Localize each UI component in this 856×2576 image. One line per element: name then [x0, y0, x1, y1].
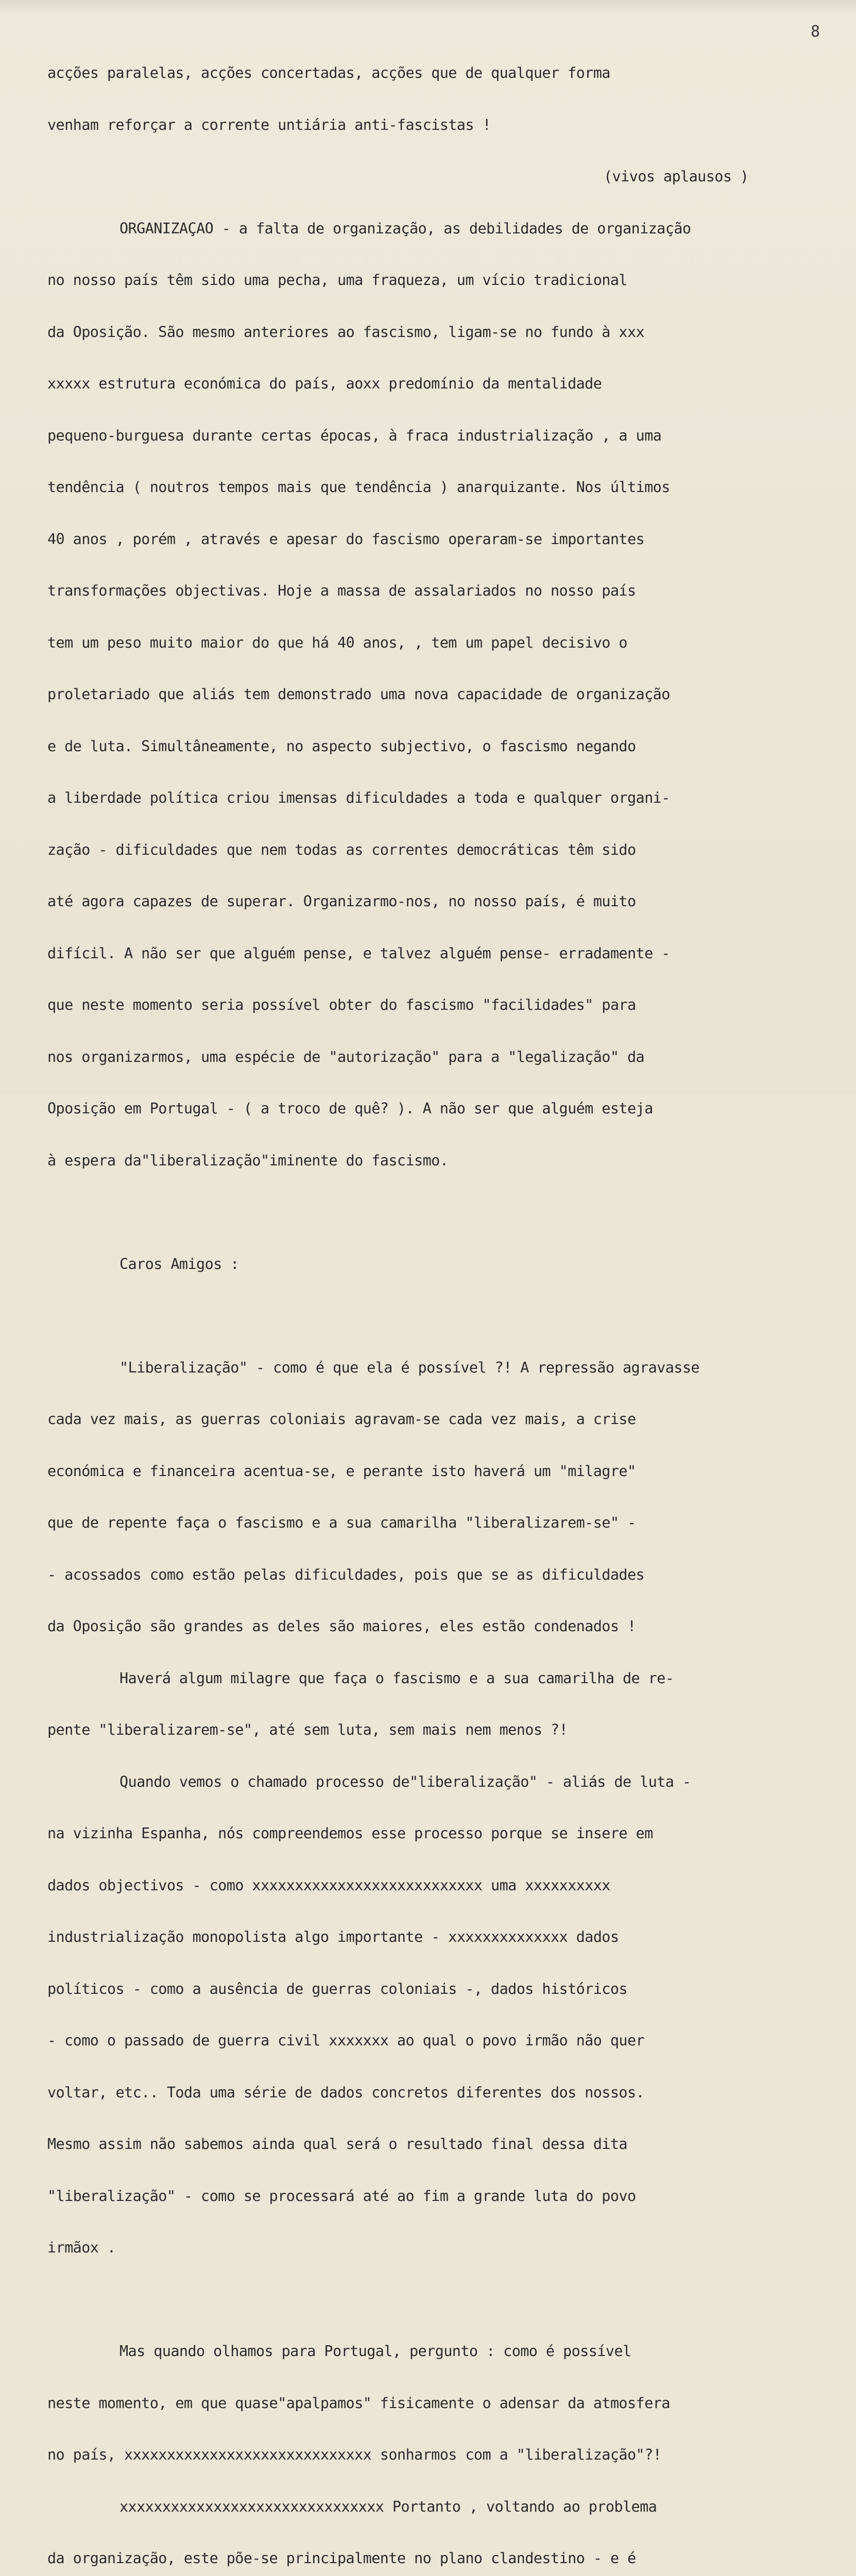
section-heading-organizacao: ORGANIZAÇAO - a falta de organização, as debilidades de organização: [119, 219, 691, 237]
text-line: Quando vemos o chamado processo de"liberalização" - aliás de luta -: [119, 1773, 691, 1790]
text-line: pequeno-burguesa durante certas épocas, à fraca industrialização , a uma: [47, 427, 662, 444]
text-line: - acossados como estão pelas dificuldades, pois que se as dificuldades: [47, 1566, 645, 1583]
text-line: dados objectivos - como xxxxxxxxxxxxxxxxxxxxxxxxxxx uma xxxxxxxxxx: [47, 1876, 610, 1894]
text-line: xxxxxxxxxxxxxxxxxxxxxxxxxxxxxxx Portanto , voltando ao problema: [119, 2498, 657, 2515]
salutation: Caros Amigos :: [119, 1255, 239, 1273]
text-line: na vizinha Espanha, nós compreendemos esse processo porque se insere em: [47, 1825, 653, 1842]
text-line: pente "liberalizarem-se", até sem luta, sem mais nem menos ?!: [47, 1721, 568, 1738]
text-line: industrialização monopolista algo importante - xxxxxxxxxxxxxx dados: [47, 1928, 619, 1945]
text-line: irmãox .: [47, 2239, 116, 2256]
text-line: no nosso país têm sido uma pecha, uma fraqueza, um vício tradicional: [47, 272, 627, 289]
text-line: Mas quando olhamos para Portugal, pergunto : como é possível: [119, 2343, 631, 2360]
text-line: Haverá algum milagre que faça o fascismo e a sua camarilha de re-: [119, 1669, 674, 1687]
text-line: proletariado que aliás tem demonstrado uma nova capacidade de organização: [47, 686, 670, 703]
text-line: tem um peso muito maior do que há 40 anos, , tem um papel decisivo o: [47, 634, 627, 651]
text-line: da organização, este põe-se principalmente no plano clandestino - e é: [47, 2550, 636, 2567]
page-number: 8: [810, 23, 820, 41]
text-line: xxxxx estrutura económica do país, aoxx predomínio da mentalidade: [47, 375, 602, 392]
text-line: difícil. A não ser que alguém pense, e talvez alguém pense- erradamente -: [47, 944, 670, 962]
blank-line: [47, 1307, 830, 1325]
text-line: - como o passado de guerra civil xxxxxxx ao qual o povo irmão não quer: [47, 2032, 645, 2049]
text-line: acções paralelas, acções concertadas, acções que de qualquer forma: [47, 64, 610, 81]
blank-line: [47, 1204, 830, 1221]
text-line: à espera da"liberalização"iminente do fascismo.: [47, 1151, 449, 1169]
text-line: e de luta. Simultâneamente, no aspecto subjectivo, o fascismo negando: [47, 737, 636, 755]
text-line: da Oposição são grandes as deles são maiores, eles estão condenados !: [47, 1618, 636, 1635]
applause-note: (vivos aplausos ): [604, 168, 749, 185]
text-line: nos organizarmos, uma espécie de "autorização" para a "legalização" da: [47, 1048, 645, 1065]
text-line: zação - dificuldades que nem todas as correntes democráticas têm sido: [47, 841, 636, 858]
typewritten-text: [47, 30, 830, 2576]
text-line: 40 anos , porém , através e apesar do fascismo operaram-se importantes: [47, 530, 645, 548]
text-line: Oposição em Portugal - ( a troco de quê? ). A não ser que alguém esteja: [47, 1100, 653, 1117]
text-line: no país, xxxxxxxxxxxxxxxxxxxxxxxxxxxxx sonharmos com a "liberalização"?!: [47, 2446, 662, 2463]
text-line: "Liberalização" - como é que ela é possível ?! A repressão agravasse: [119, 1359, 699, 1376]
text-line: económica e financeira acentua-se, e perante isto haverá um "milagre": [47, 1462, 636, 1480]
text-line: da Oposição. São mesmo anteriores ao fascismo, ligam-se no fundo à xxx: [47, 323, 645, 341]
text-line: cada vez mais, as guerras coloniais agravam-se cada vez mais, a crise: [47, 1411, 636, 1428]
text-line: Mesmo assim não sabemos ainda qual será o resultado final dessa dita: [47, 2136, 627, 2153]
blank-line: [47, 2291, 830, 2309]
text-line: políticos - como a ausência de guerras coloniais -, dados históricos: [47, 1980, 627, 1997]
text-line: tendência ( noutros tempos mais que tendência ) anarquizante. Nos últimos: [47, 479, 670, 496]
text-line: voltar, etc.. Toda uma série de dados concretos diferentes dos nossos.: [47, 2083, 645, 2101]
text-line: a liberdade política criou imensas dificuldades a toda e qualquer organi-: [47, 789, 670, 806]
text-line: que de repente faça o fascismo e a sua camarilha "liberalizarem-se" -: [47, 1514, 636, 1531]
text-line: que neste momento seria possível obter do fascismo "facilidades" para: [47, 996, 636, 1013]
text-line: transformações objectivas. Hoje a massa de assalariados no nosso país: [47, 582, 636, 599]
scan-shadow: [0, 0, 856, 15]
text-line: venham reforçar a corrente untiária anti-fascistas !: [47, 116, 491, 133]
text-line: até agora capazes de superar. Organizarmo-nos, no nosso país, é muito: [47, 893, 636, 910]
text-line: neste momento, em que quase"apalpamos" fisicamente o adensar da atmosfera: [47, 2394, 670, 2412]
text-line: "liberalização" - como se processará até ao fim a grande luta do povo: [47, 2187, 636, 2205]
